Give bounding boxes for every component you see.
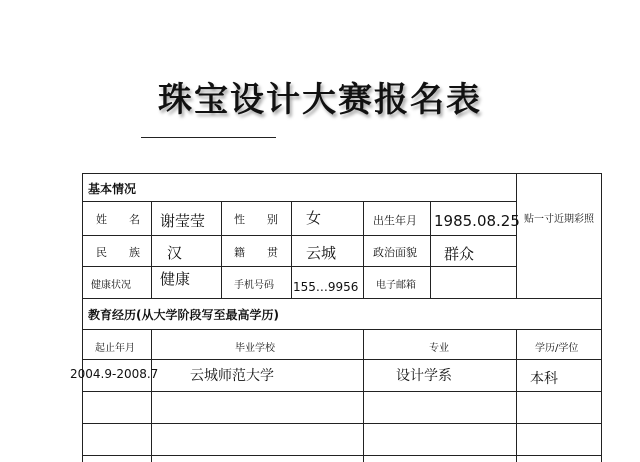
email-label: 电子邮箱: [376, 280, 416, 291]
native-label: 籍 贯: [234, 246, 278, 259]
table-line: [82, 266, 516, 267]
table-line: [291, 201, 292, 298]
header-major: 专业: [429, 343, 449, 354]
gender-label: 性 别: [234, 213, 278, 226]
birth-value: 1985.08.25: [434, 212, 520, 230]
phone-label: 手机号码: [234, 280, 274, 291]
table-line: [82, 391, 602, 392]
name-label: 姓 名: [96, 213, 140, 226]
header-school: 毕业学校: [235, 343, 275, 354]
edu-degree-cell: 本科: [530, 371, 558, 387]
ethnicity-value: 汉: [167, 244, 183, 262]
table-line: [363, 201, 364, 298]
political-value: 群众: [444, 245, 475, 263]
edu-major-cell: 设计学系: [396, 368, 452, 384]
table-line: [363, 329, 364, 462]
table-line: [82, 423, 602, 424]
table-line: [516, 173, 517, 298]
table-line: [151, 201, 152, 298]
edu-school-cell: 云城师范大学: [190, 368, 274, 384]
table-line: [221, 201, 222, 298]
table-line: [430, 201, 431, 298]
health-value: 健康: [160, 270, 191, 288]
name-value: 谢莹莹: [160, 212, 206, 230]
phone-value: 155…9956: [293, 280, 359, 294]
birth-label: 出生年月: [373, 214, 417, 227]
section-education: 教育经历(从大学阶段写至最高学历): [88, 308, 279, 322]
section-basic-info: 基本情况: [88, 182, 137, 196]
table-line: [151, 329, 152, 462]
table-line: [82, 298, 602, 299]
table-border-top: [82, 173, 602, 174]
table-line: [516, 329, 517, 462]
ethnicity-label: 民 族: [96, 246, 140, 259]
table-line: [82, 235, 516, 236]
form-title: 珠宝设计大赛报名表: [158, 80, 482, 120]
edu-period-cell: 2004.9-2008.7: [70, 367, 159, 381]
table-line: [82, 201, 516, 202]
table-border-right: [601, 173, 602, 462]
table-border-left: [82, 173, 83, 462]
header-period: 起止年月: [95, 343, 135, 354]
table-line: [82, 455, 602, 456]
photo-placeholder: 贴一寸近期彩照: [524, 214, 594, 225]
native-value: 云城: [306, 244, 337, 262]
table-line: [82, 329, 602, 330]
health-label: 健康状况: [91, 280, 131, 291]
header-degree: 学历/学位: [535, 343, 579, 354]
gender-value: 女: [306, 209, 322, 227]
title-underline: [141, 137, 276, 138]
table-line: [82, 359, 602, 360]
political-label: 政治面貌: [373, 246, 417, 259]
